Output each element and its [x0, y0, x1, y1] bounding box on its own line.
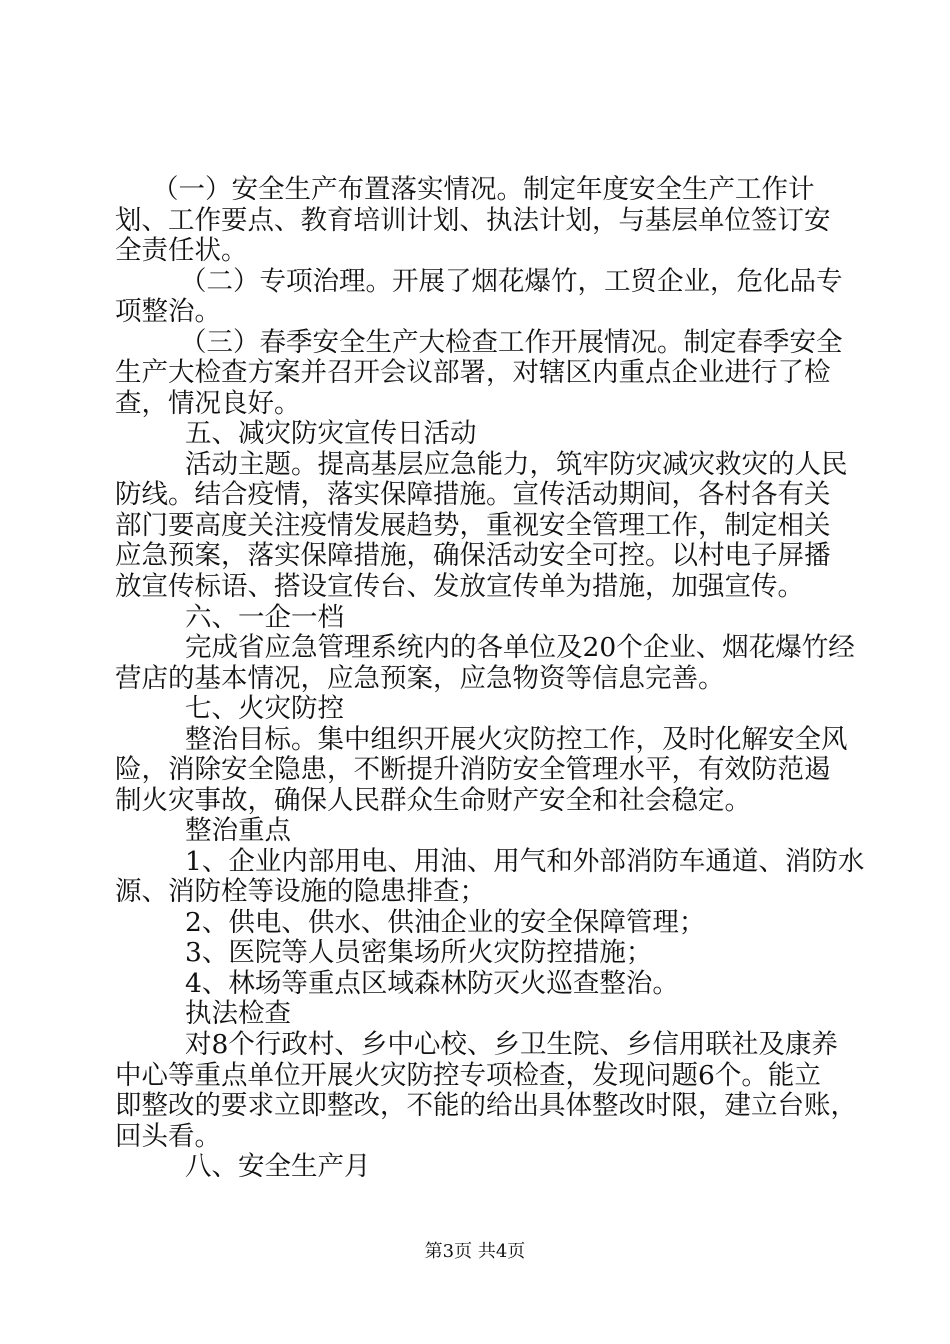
- paragraph-line: 应急预案，落实保障措施，确保活动安全可控。以村电子屏播: [115, 540, 831, 571]
- paragraph-line: 全责任状。: [115, 235, 248, 266]
- paragraph-line: （三）春季安全生产大检查工作开展情况。制定春季安全: [180, 327, 843, 358]
- page-number-footer: 第3页 共4页: [424, 1241, 526, 1262]
- paragraph-line: （二）专项治理。开展了烟花爆竹，工贸企业，危化品专: [180, 266, 843, 297]
- paragraph-line: 4、林场等重点区域森林防灭火巡查整治。: [185, 968, 679, 999]
- section-heading: 五、减灾防灾宣传日活动: [185, 418, 477, 449]
- paragraph-line: 防线。结合疫情，落实保障措施。宣传活动期间，各村各有关: [115, 479, 831, 510]
- paragraph-line: 整治目标。集中组织开展火灾防控工作，及时化解安全风: [185, 724, 848, 755]
- paragraph-line: 活动主题。提高基层应急能力，筑牢防灾减灾救灾的人民: [185, 449, 848, 480]
- paragraph-line: 回头看。: [115, 1121, 221, 1152]
- subsection-heading: 执法检查: [185, 998, 291, 1029]
- subsection-heading: 整治重点: [185, 815, 291, 846]
- paragraph-line: 对8个行政村、乡中心校、乡卫生院、乡信用联社及康养: [185, 1029, 838, 1060]
- paragraph-line: 放宣传标语、搭设宣传台、发放宣传单为措施，加强宣传。: [115, 571, 804, 602]
- paragraph-line: （一）安全生产布置落实情况。制定年度安全生产工作计: [152, 174, 815, 205]
- paragraph-line: 营店的基本情况，应急预案，应急物资等信息完善。: [115, 663, 725, 694]
- paragraph-line: 险，消除安全隐患，不断提升消防安全管理水平，有效防范遏: [115, 754, 831, 785]
- paragraph-line: 即整改的要求立即整改，不能的给出具体整改时限，建立台账，: [115, 1090, 857, 1121]
- paragraph-line: 1、企业内部用电、用油、用气和外部消防车通道、消防水: [185, 846, 865, 877]
- paragraph-line: 完成省应急管理系统内的各单位及20个企业、烟花爆竹经: [185, 632, 855, 663]
- paragraph-line: 查，情况良好。: [115, 388, 301, 419]
- paragraph-line: 部门要高度关注疫情发展趋势，重视安全管理工作，制定相关: [115, 510, 831, 541]
- paragraph-line: 划、工作要点、教育培训计划、执法计划，与基层单位签订安: [115, 205, 831, 236]
- paragraph-line: 制火灾事故，确保人民群众生命财产安全和社会稳定。: [115, 785, 751, 816]
- paragraph-line: 中心等重点单位开展火灾防控专项检查，发现问题6个。能立: [115, 1060, 821, 1091]
- paragraph-line: 生产大检查方案并召开会议部署，对辖区内重点企业进行了检: [115, 357, 831, 388]
- paragraph-line: 2、供电、供水、供油企业的安全保障管理；: [185, 907, 706, 938]
- paragraph-line: 源、消防栓等设施的隐患排查；: [115, 876, 486, 907]
- section-heading: 八、安全生产月: [185, 1151, 371, 1182]
- paragraph-line: 项整治。: [115, 296, 221, 327]
- paragraph-line: 3、医院等人员密集场所火灾防控措施；: [185, 937, 653, 968]
- section-heading: 六、一企一档: [185, 602, 344, 633]
- section-heading: 七、火灾防控: [185, 693, 344, 724]
